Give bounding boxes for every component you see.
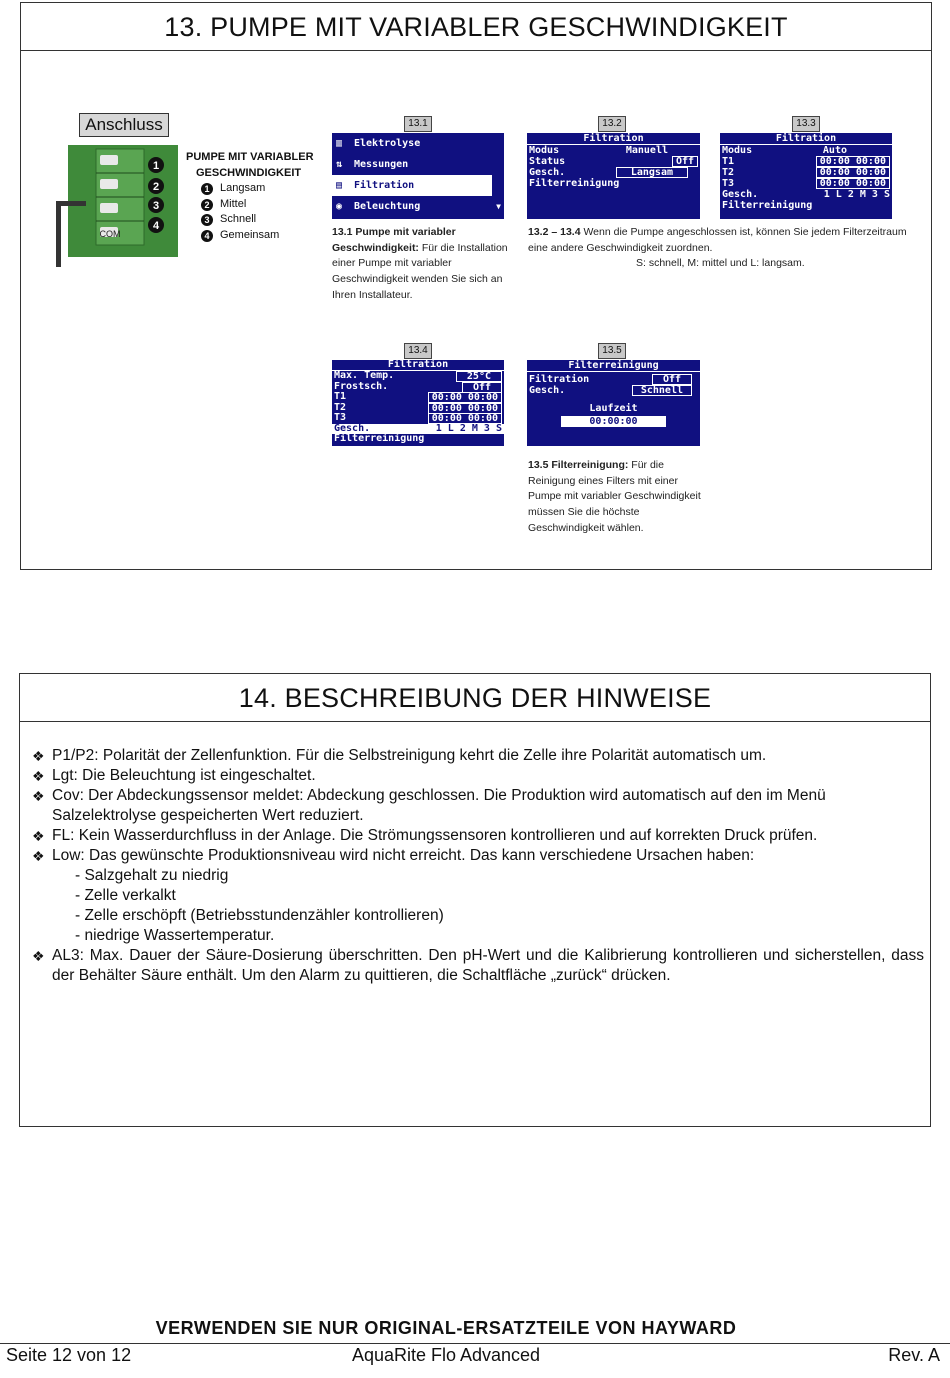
section-14-title: 14. BESCHREIBUNG DER HINWEISE <box>20 674 930 722</box>
lcd-row-t2[interactable]: T2 00:00 00:00 <box>332 403 504 414</box>
lcd-row-filtration[interactable]: Filtration Off <box>527 374 700 385</box>
lcd-row-gesch[interactable]: Gesch. Langsam <box>527 167 700 178</box>
legend-title-1: PUMPE MIT VARIABLER <box>186 151 314 163</box>
hints-list <box>32 746 924 986</box>
lcd-runtime-value[interactable]: 00:00:00 <box>527 416 700 427</box>
lcd-row-t3[interactable]: T3 00:00 00:00 <box>720 178 892 189</box>
screen-tag-13-3: 13.3 <box>792 116 820 132</box>
lcd-row-max-temp[interactable]: Max. Temp. 25°C <box>332 371 504 382</box>
terminal-com-label: COM <box>99 229 121 239</box>
legend-item: 3 Schnell <box>186 212 336 228</box>
terminal-num-1: 1 <box>152 160 160 172</box>
lcd-row-t2[interactable]: T2 00:00 00:00 <box>720 167 892 178</box>
hint-lgt: ❖ Lgt: Die Beleuchtung ist eingeschaltet. <box>32 767 316 784</box>
filter-icon: ▤ <box>336 180 343 191</box>
screen-tag-13-4: 13.4 <box>404 343 432 359</box>
low-cause: - Zelle erschöpft (Betriebsstundenzähler kontrollieren) <box>75 907 444 924</box>
caption-13-2-to-13-4: 13.2 – 13.4 Wenn die Pumpe angeschlossen ist, können Sie jedem Filterzeitraum eine andere Geschwindigkeit zuordnen. S: schnell, M: mittel und L: langsam. <box>528 226 907 270</box>
lcd-row-modus[interactable]: Modus Manuell <box>529 145 668 156</box>
pump-legend <box>186 150 336 244</box>
lcd-row-gesch[interactable]: Gesch. 1 L 2 M 3 S <box>334 422 502 434</box>
section-13-title: 13. PUMPE MIT VARIABLER GESCHWINDIGKEIT <box>21 3 931 51</box>
bulb-icon: ◉ <box>336 201 343 212</box>
arrows-icon: ⇅ <box>336 159 343 170</box>
diamond-bullet-icon: ❖ <box>32 788 45 804</box>
lcd-screen-main-menu <box>332 133 504 219</box>
lcd-header: Filtration <box>527 133 700 145</box>
diamond-bullet-icon: ❖ <box>32 848 45 864</box>
lcd-row-frostsch[interactable]: Frostsch. Off <box>332 382 504 393</box>
page-number: Seite 12 von 12 <box>6 1345 132 1365</box>
connection-label: Anschluss <box>79 113 169 137</box>
revision: Rev. A <box>888 1345 940 1365</box>
lcd-runtime-label: Laufzeit <box>589 403 638 414</box>
caption-13-5: 13.5 Filterreinigung: Für die Reinigung eines Filters mit einer Pumpe mit variabler Geschwindigkeit müssen Sie die höchste Geschwindigkeit wählen. <box>528 459 701 534</box>
terminal-num-4: 4 <box>152 220 160 232</box>
lcd-row-filterreinigung[interactable]: Filterreinigung <box>722 200 813 211</box>
lcd-row-gesch[interactable]: Gesch. Schnell <box>527 385 700 396</box>
low-cause: - Salzgehalt zu niedrig <box>75 867 229 884</box>
menu-item-messungen[interactable]: ⇅ Messungen <box>332 154 504 175</box>
footer-note: VERWENDEN SIE NUR ORIGINAL-ERSATZTEILE VON HAYWARD <box>155 1318 737 1338</box>
hint-p1p2: ❖ P1/P2: Polarität der Zellenfunktion. Für die Selbstreinigung kehrt die Zelle ihre Polarität automatisch um. <box>32 747 767 764</box>
menu-item-filtration[interactable]: ▤ Filtration <box>332 175 492 196</box>
diamond-bullet-icon: ❖ <box>32 768 45 784</box>
lcd-header: Filterreinigung <box>527 360 700 372</box>
hint-al3: ❖ AL3: Max. Dauer der Säure-Dosierung überschritten. Den pH-Wert und die Kalibrierung kontrollieren und sicherstellen, dass der Behälter Säure enthält. Um den Alarm zu quittieren, die Schaltfläche „zurück“ drücken. <box>32 947 924 984</box>
legend-item: 1 Langsam <box>186 181 336 197</box>
lcd-header: Filtration <box>332 360 504 371</box>
terminal-num-2: 2 <box>152 181 160 193</box>
lcd-row-modus[interactable]: Modus Auto <box>722 145 847 156</box>
lcd-row-filterreinigung[interactable]: Filterreinigung <box>334 433 425 444</box>
legend-item: 4 Gemeinsam <box>186 228 336 244</box>
lcd-row-t1[interactable]: T1 00:00 00:00 <box>720 156 892 167</box>
lcd-row-t3[interactable]: T3 00:00 00:00 <box>332 413 504 424</box>
lcd-row-status[interactable]: Status Off <box>527 156 700 167</box>
lcd-screen-filterreinigung <box>527 360 700 446</box>
screen-tag-13-1: 13.1 <box>404 116 432 132</box>
hint-fl: ❖ FL: Kein Wasserdurchfluss in der Anlage. Die Strömungssensoren kontrollieren und auf korrekten Druck prüfen. <box>32 827 818 844</box>
lcd-row-t1[interactable]: T1 00:00 00:00 <box>332 392 504 403</box>
low-cause: - Zelle verkalkt <box>75 887 176 904</box>
lcd-screen-filtration-manual <box>527 133 700 219</box>
menu-item-beleuchtung[interactable]: ◉ Beleuchtung ▼ <box>332 196 504 217</box>
cell-icon: ▥ <box>336 138 343 149</box>
scroll-down-icon[interactable]: ▼ <box>496 202 501 211</box>
legend-item: 2 Mittel <box>186 197 336 213</box>
terminal-num-3: 3 <box>152 200 160 212</box>
low-cause: - niedrige Wassertemperatur. <box>75 927 275 944</box>
footer-divider <box>0 1343 950 1344</box>
lcd-row-gesch[interactable]: Gesch. 1 L 2 M 3 S <box>722 189 890 200</box>
lcd-header: Filtration <box>720 133 892 145</box>
diamond-bullet-icon: ❖ <box>32 828 45 844</box>
lcd-row-filterreinigung[interactable]: Filterreinigung <box>529 178 620 189</box>
hint-low: ❖ Low: Das gewünschte Produktionsniveau wird nicht erreicht. Das kann verschiedene Ursachen haben: <box>32 847 755 864</box>
lcd-screen-filtration-auto <box>720 133 892 219</box>
hint-cov: ❖ Cov: Der Abdeckungssensor meldet: Abdeckung geschlossen. Die Produktion wird automatisch auf den im Menü Salzelektrolyse gespeicherten Wert reduziert. <box>32 787 826 824</box>
product-name: AquaRite Flo Advanced <box>351 1345 541 1365</box>
legend-title-2: GESCHWINDIGKEIT <box>196 166 302 179</box>
lcd-screen-filtration-extended <box>332 360 504 446</box>
screen-tag-13-2: 13.2 <box>598 116 626 132</box>
diamond-bullet-icon: ❖ <box>32 948 45 964</box>
diamond-bullet-icon: ❖ <box>32 748 45 764</box>
menu-item-elektrolyse[interactable]: ▥ Elektrolyse <box>332 133 504 154</box>
caption-13-1: 13.1 Pumpe mit variabler Geschwindigkeit: Für die Installation einer Pumpe mit variabler Geschwindigkeit wenden Sie sich an Ihren Installateur. <box>332 226 508 301</box>
terminal-block-illustration <box>48 143 180 268</box>
screen-tag-13-5: 13.5 <box>598 343 626 359</box>
